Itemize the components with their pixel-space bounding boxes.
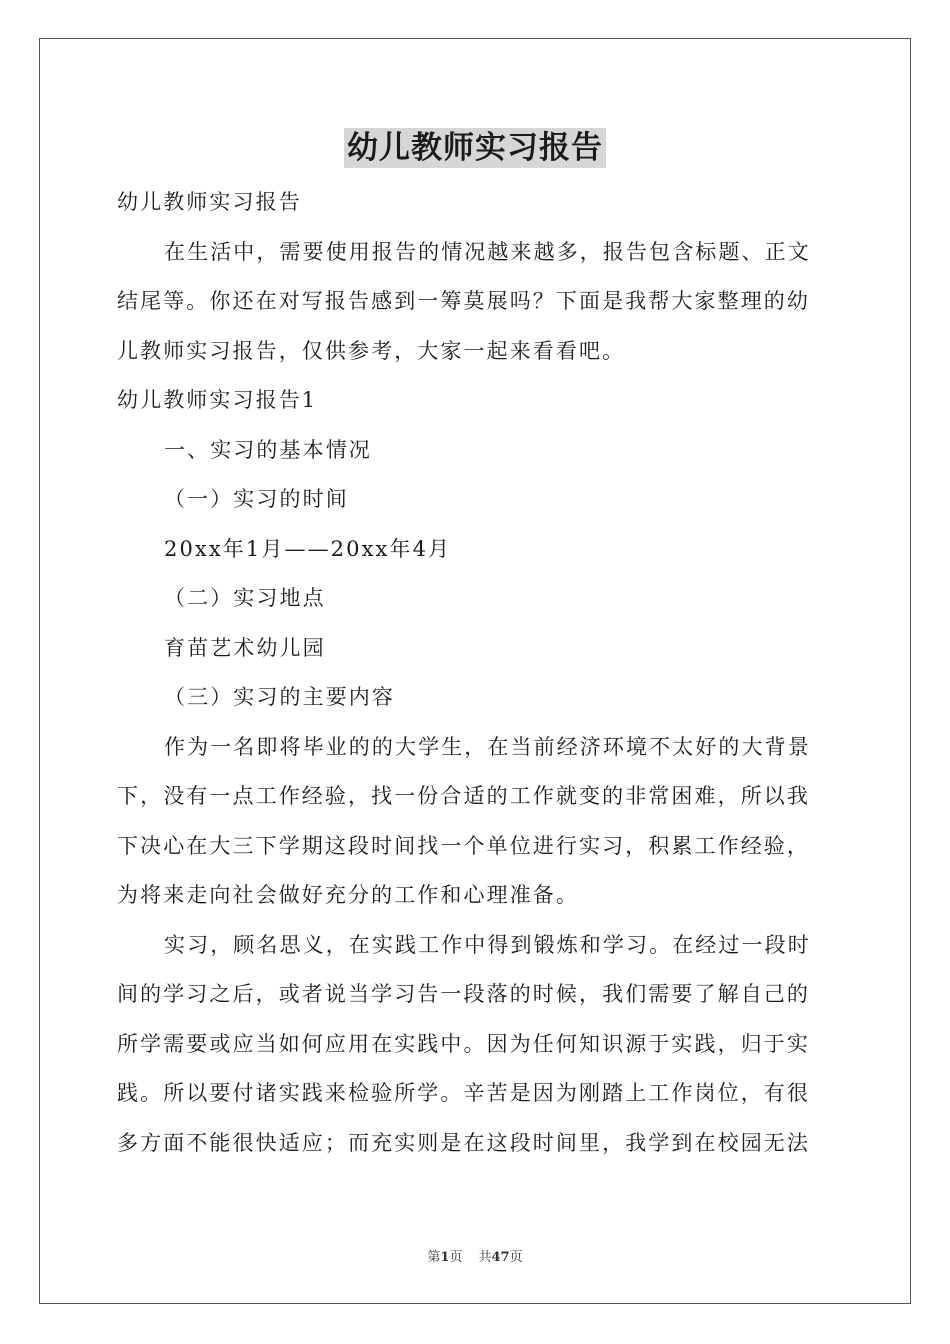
body-line: 下决心在大三下学期这段时间找一个单位进行实习，积累工作经验， bbox=[117, 833, 810, 858]
body-line: 儿教师实习报告，仅供参考，大家一起来看看吧。 bbox=[117, 338, 626, 363]
body-line: 20xx年1月——20xx年4月 bbox=[164, 536, 452, 561]
total-suffix: 页 bbox=[509, 1250, 523, 1265]
section-heading: 幼儿教师实习报告1 bbox=[117, 388, 318, 412]
body-line: 育苗艺术幼儿园 bbox=[164, 635, 326, 660]
total-prefix: 共 bbox=[478, 1250, 492, 1265]
body-line: 下，没有一点工作经验，找一份合适的工作就变的非常困难，所以我 bbox=[117, 784, 810, 808]
body-line: 作为一名即将毕业的的大学生，在当前经济环境不太好的大背景 bbox=[164, 734, 811, 759]
body-line: 所学需要或应当如何应用在实践中。因为任何知识源于实践，归于实 bbox=[117, 1031, 810, 1056]
page-number: 1 bbox=[440, 1250, 450, 1265]
title-wrapper bbox=[0, 128, 950, 168]
body-line: 为将来走向社会做好充分的工作和心理准备。 bbox=[117, 883, 579, 907]
body-line: 多方面不能很快适应；而充实则是在这段时间里，我学到在校园无法 bbox=[117, 1130, 810, 1155]
subsection-heading: （二）实习地点 bbox=[164, 586, 326, 610]
document-body bbox=[117, 178, 837, 1168]
subsection-heading: （三）实习的主要内容 bbox=[164, 685, 395, 709]
page-prefix: 第 bbox=[427, 1250, 441, 1265]
page-footer bbox=[0, 1246, 950, 1265]
subsection-heading: （一）实习的时间 bbox=[164, 487, 349, 511]
body-line: 践。所以要付诸实践来检验所学。辛苦是因为刚踏上工作岗位，有很 bbox=[117, 1081, 810, 1105]
subsection-heading: 一、实习的基本情况 bbox=[164, 437, 372, 462]
body-line: 幼儿教师实习报告 bbox=[117, 190, 302, 214]
body-line: 结尾等。你还在对写报告感到一筹莫展吗？下面是我帮大家整理的幼 bbox=[117, 289, 810, 313]
document-title: 幼儿教师实习报告 bbox=[344, 128, 606, 168]
body-line: 实习，顾名思义，在实践工作中得到锻炼和学习。在经过一段时 bbox=[164, 932, 811, 957]
page-suffix: 页 bbox=[449, 1250, 463, 1265]
body-line: 在生活中，需要使用报告的情况越来越多，报告包含标题、正文 bbox=[164, 239, 811, 264]
body-line: 间的学习之后，或者说当学习告一段落的时候，我们需要了解自己的 bbox=[117, 982, 810, 1006]
total-pages: 47 bbox=[491, 1250, 510, 1265]
